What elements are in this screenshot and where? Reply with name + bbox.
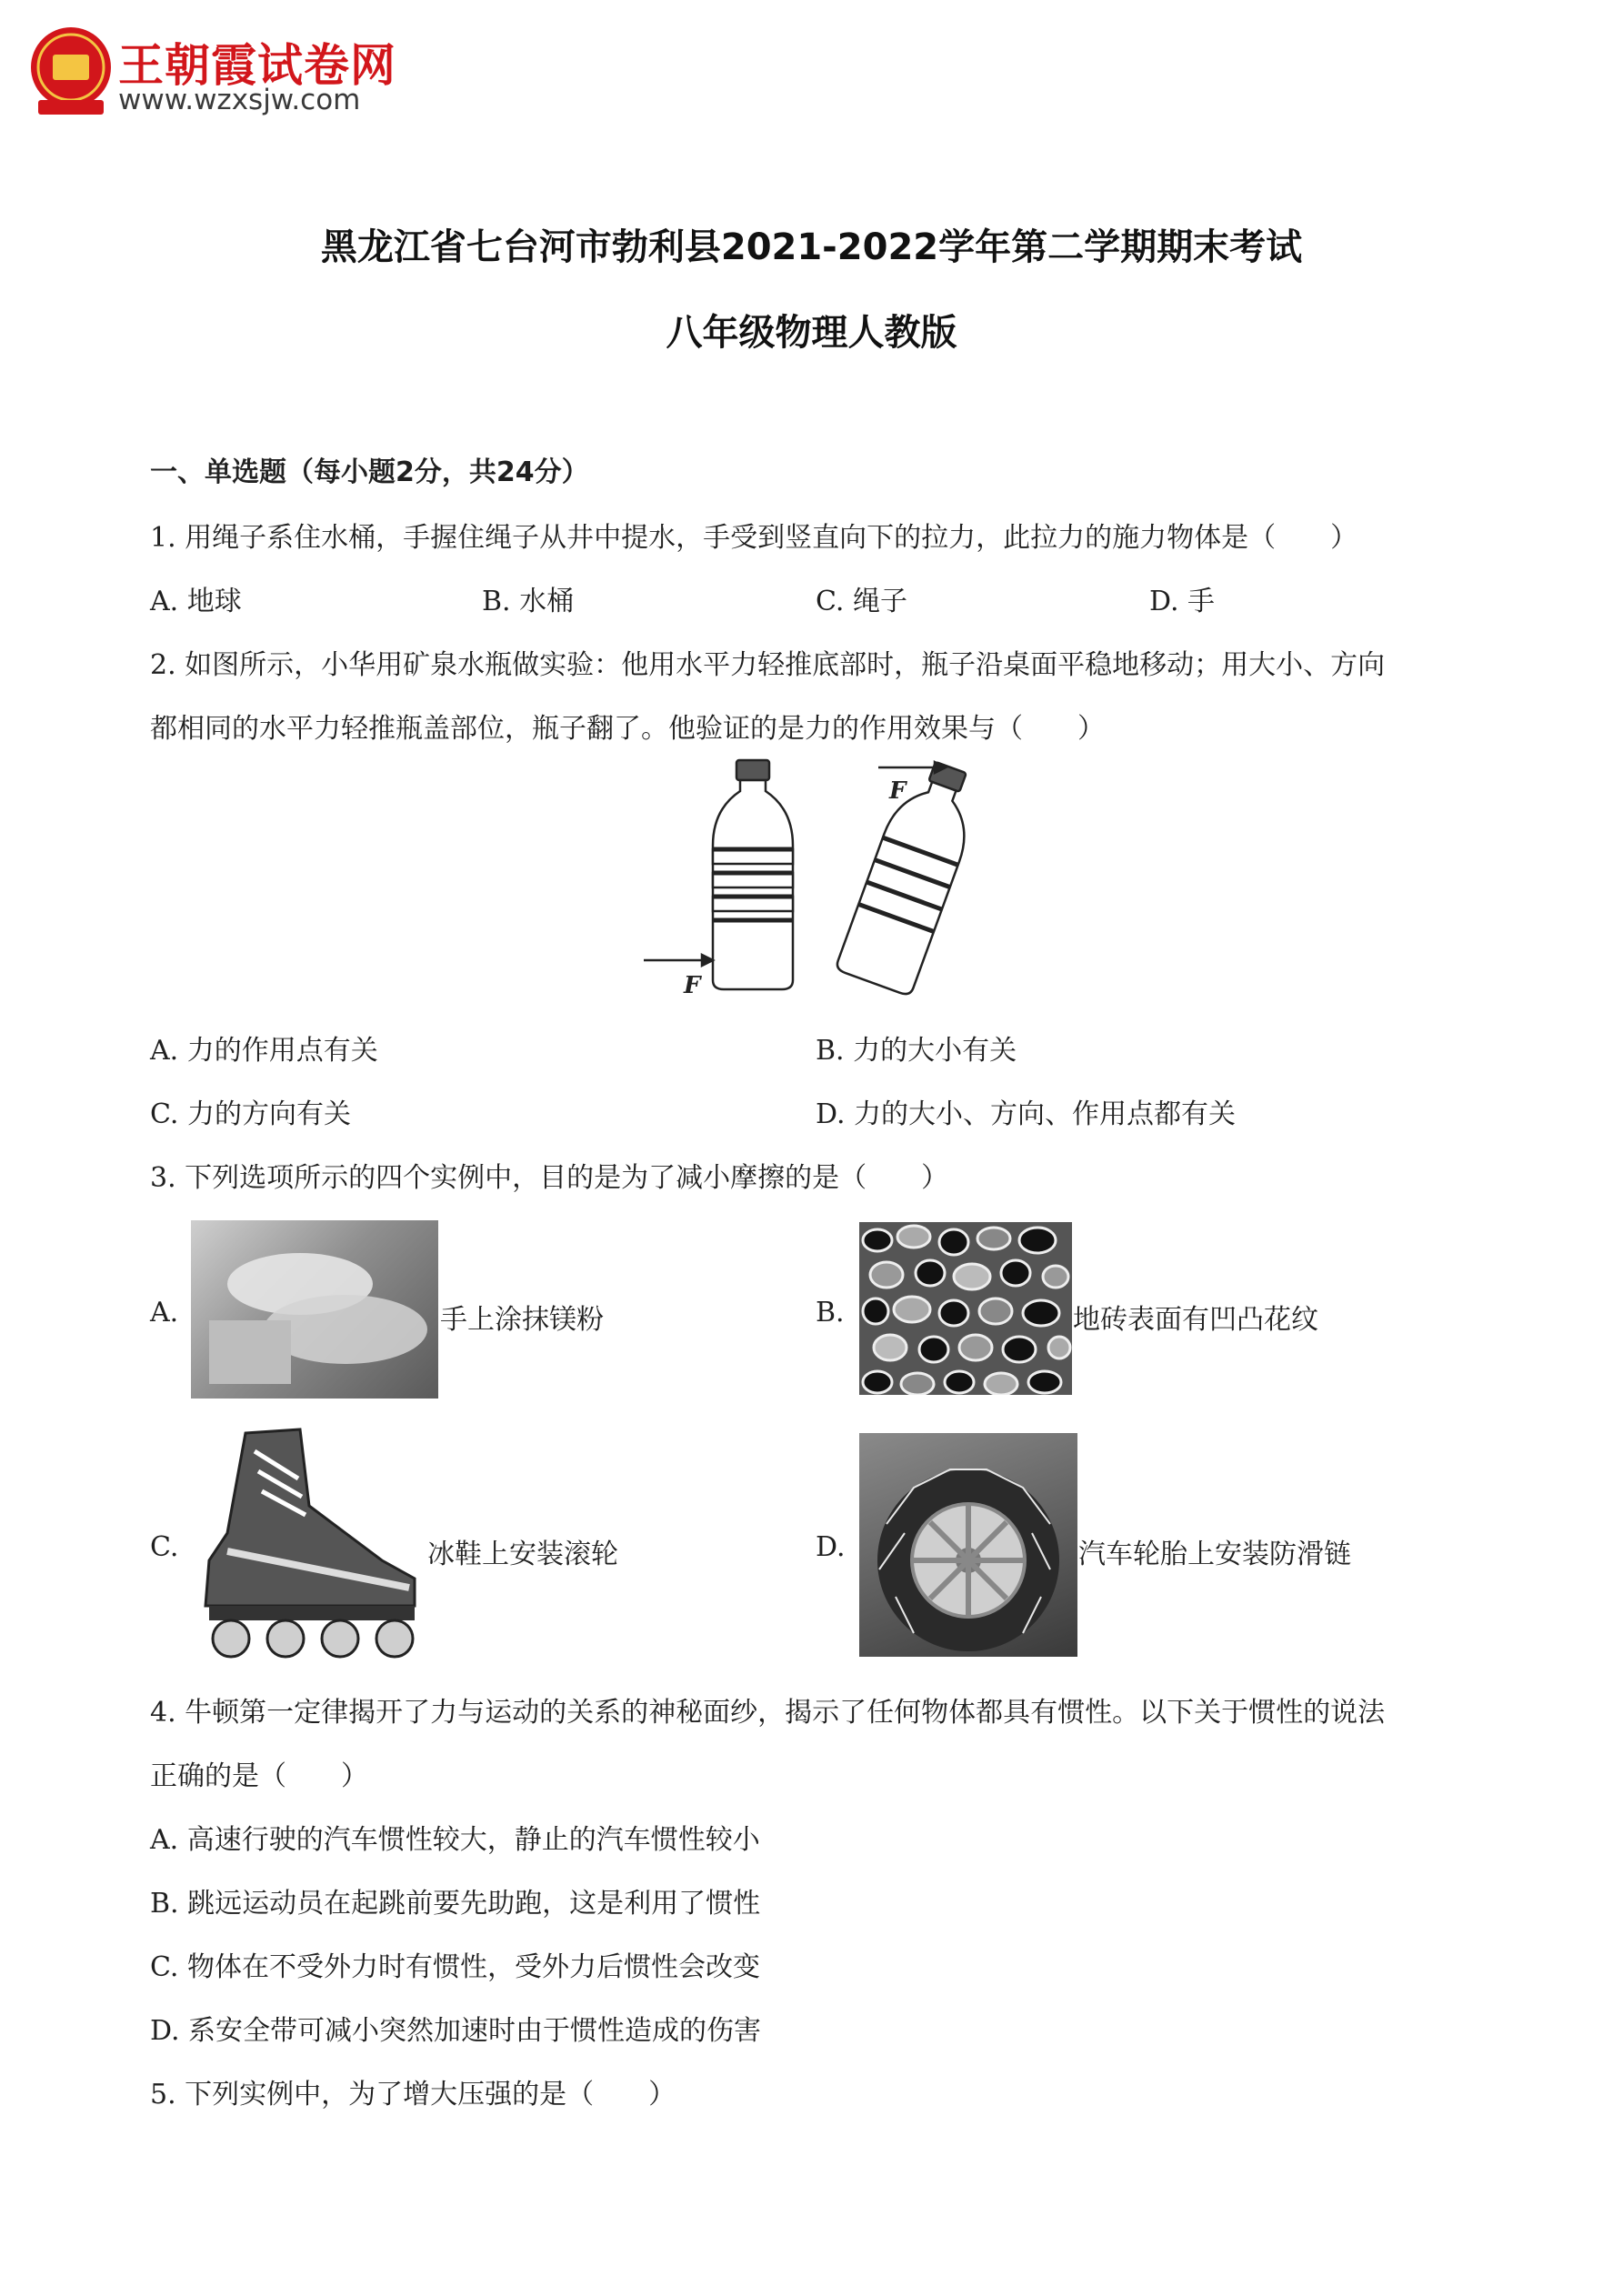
q3-option-c-text: 冰鞋上安装滚轮 [427, 1539, 618, 1570]
question-3-stem: 3. 下列选项所示的四个实例中，目的是为了减小摩擦的是（ ） [150, 1162, 949, 1194]
q4-option-b: B. 跳远运动员在起跳前要先助跑，这是利用了惯性 [150, 1888, 761, 1920]
upright-bottle-icon [713, 760, 793, 989]
logo-url: www.wzxsjw.com [118, 84, 361, 116]
q3-option-b-text: 地砖表面有凹凸花纹 [1073, 1304, 1318, 1336]
q4-option-c: C. 物体在不受外力时有惯性，受外力后惯性会改变 [150, 1951, 760, 1983]
q2-option-a: A. 力的作用点有关 [150, 1035, 378, 1067]
q3-option-d-text: 汽车轮胎上安装防滑链 [1078, 1539, 1351, 1570]
q1-option-c: C. 绳子 [816, 586, 907, 617]
logo-text: 王朝霞试卷网 [118, 39, 396, 92]
question-4-stem-line1: 4. 牛顿第一定律揭开了力与运动的关系的神秘面纱，揭示了任何物体都具有惯性。以下关于惯性的说法 [150, 1697, 1386, 1729]
q3-option-a-letter: A. [150, 1297, 179, 1328]
page-subtitle: 八年级物理人教版 [666, 312, 957, 354]
bottle-figure [636, 755, 1018, 1000]
q2-option-c: C. 力的方向有关 [150, 1098, 351, 1130]
q2-option-b: B. 力的大小有关 [816, 1035, 1017, 1067]
force-label-1: F [684, 972, 701, 999]
q4-option-d: D. 系安全带可减小突然加速时由于惯性造成的伤害 [150, 2015, 762, 2047]
q2-option-d: D. 力的大小、方向、作用点都有关 [816, 1098, 1237, 1130]
q3-option-a-text: 手上涂抹镁粉 [440, 1304, 604, 1336]
q1-option-a: A. 地球 [150, 586, 242, 617]
question-4-stem-line2: 正确的是（ ） [150, 1760, 368, 1792]
q3-option-d-letter: D. [816, 1531, 846, 1563]
force-arrow-icon [644, 955, 713, 966]
q1-option-b: B. 水桶 [482, 586, 575, 617]
page-title: 黑龙江省七台河市勃利县2021-2022学年第二学期期末考试 [320, 226, 1303, 268]
tire-chain-image [859, 1433, 1077, 1657]
question-2-stem-line1: 2. 如图所示，小华用矿泉水瓶做实验：他用水平力轻推底部时，瓶子沿桌面平稳地移动；用大小、方向 [150, 649, 1386, 681]
q4-option-a: A. 高速行驶的汽车惯性较大，静止的汽车惯性较小 [150, 1824, 760, 1856]
question-2-stem-line2: 都相同的水平力轻推瓶盖部位，瓶子翻了。他验证的是力的作用效果与（ ） [150, 713, 1105, 745]
section-heading: 一、单选题（每小题2分，共24分） [150, 456, 589, 488]
patterned-tile-image [859, 1222, 1072, 1395]
roller-skate-image [191, 1424, 429, 1662]
force-arrow-icon [878, 762, 946, 773]
q1-option-d: D. 手 [1149, 586, 1216, 617]
logo-emblem-icon [25, 24, 116, 120]
q3-option-c-letter: C. [150, 1531, 179, 1563]
tilted-bottle-icon [835, 755, 988, 997]
question-5-stem: 5. 下列实例中，为了增大压强的是（ ） [150, 2079, 676, 2111]
chalk-hands-image [191, 1220, 438, 1399]
question-1-stem: 1. 用绳子系住水桶，手握住绳子从井中提水，手受到竖直向下的拉力，此拉力的施力物体是（ ） [150, 522, 1358, 554]
q3-option-b-letter: B. [816, 1297, 845, 1328]
force-label-2: F [889, 777, 907, 805]
site-logo [25, 24, 116, 120]
